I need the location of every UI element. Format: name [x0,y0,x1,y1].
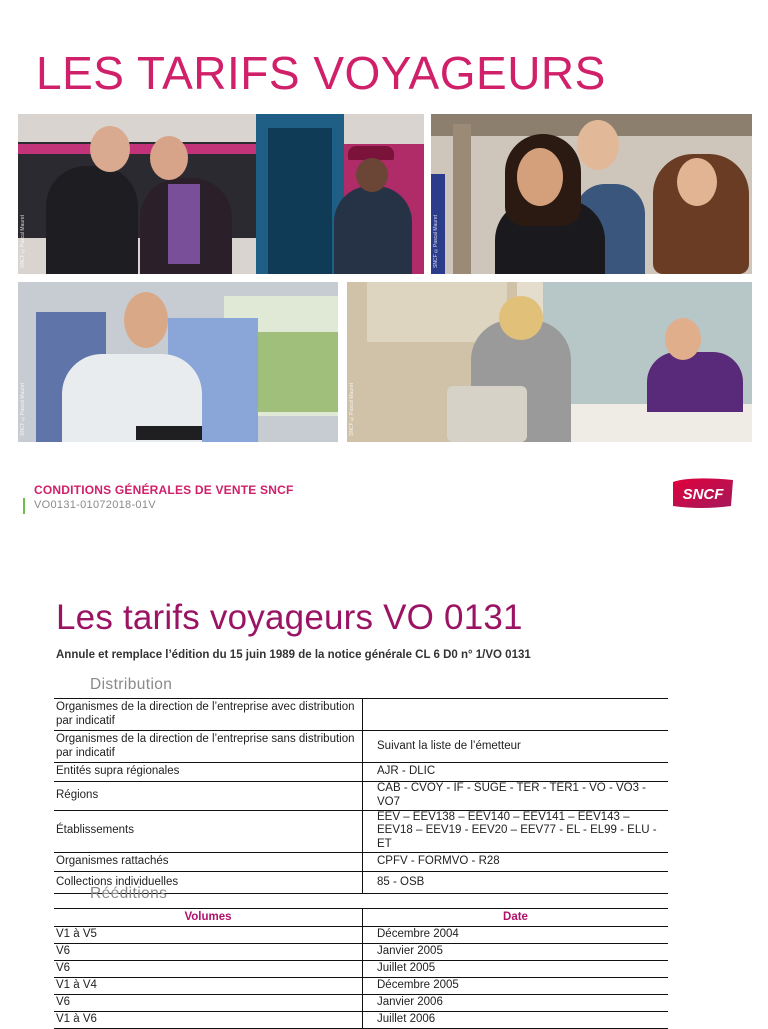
reedition-date-cell: Décembre 2005 [363,978,669,995]
distribution-label-cell: Organismes de la direction de l’entreprise avec distribution par indicatif [54,699,363,731]
reedition-date-cell: Juillet 2005 [363,961,669,978]
station-pillar-shape [453,124,471,274]
sncf-logo [671,476,735,510]
photo-businessman-train [18,282,338,442]
woman-scarf-shape [168,184,200,264]
photo-couple [18,114,424,274]
handbag-shape [447,386,527,442]
distribution-value-cell: CAB - CVOY - IF - SUGE - TER - TER1 - VO - VO3 - VO7 [363,782,669,811]
agent-seller-head-shape [665,318,701,360]
reedition-volumes-cell: V6 [54,961,363,978]
column-header-volumes: Volumes [54,909,363,927]
table-row [54,944,668,961]
window-trees-shape [254,332,338,412]
page-title: LES TARIFS VOYAGEURS [36,47,606,99]
table-row [54,731,668,763]
man-head-shape [90,126,130,172]
agent-figure-shape [334,186,412,274]
reedition-volumes-cell: V1 à V6 [54,1012,363,1029]
table-row [54,763,668,782]
table-row [54,1012,668,1029]
reedition-volumes-cell: V6 [54,995,363,1012]
distribution-label-cell: Organismes de la direction de l’entreprise sans distribution par indicatif [54,731,363,763]
agent-seller-shape [647,352,743,412]
table-row [54,810,668,852]
reedition-date-cell: Janvier 2006 [363,995,669,1012]
distribution-label-cell: Entités supra régionales [54,763,363,782]
conditions-heading: CONDITIONS GÉNÉRALES DE VENTE SNCF [34,483,294,497]
distribution-label-cell: Organismes rattachés [54,852,363,871]
reeditions-table [54,908,668,1029]
reeditions-heading: Rééditions [90,885,168,902]
table-row [54,995,668,1012]
distribution-label-cell: Établissements [54,810,363,852]
train-pink-stripe-shape [18,144,268,154]
reedition-date-cell: Janvier 2005 [363,944,669,961]
businessman-head-shape [124,292,168,348]
distribution-label-cell: Collections individuelles [54,871,363,893]
customer-head-shape [499,296,543,340]
distribution-label-cell: Régions [54,782,363,811]
reedition-date-cell: Juillet 2006 [363,1012,669,1029]
man-figure-shape [46,166,138,274]
distribution-value-cell: CPFV - FORMVO - R28 [363,852,669,871]
young-man-head-shape [577,120,619,170]
table-row [54,978,668,995]
reedition-volumes-cell: V1 à V4 [54,978,363,995]
photo-young-travellers [431,114,752,274]
woman-head-shape [150,136,188,180]
sncf-logo-text: SNCF [682,486,724,503]
accent-bar [23,498,25,514]
table-row [54,961,668,978]
distribution-value-cell [363,699,669,731]
photo-credit: SNCF ©Pascal Mauret [20,215,26,268]
photo-credit: SNCF ©Pascal Mauret [20,383,26,436]
photo-credit: SNCF ©Pascal Mauret [433,215,439,268]
distribution-table [54,698,668,894]
table-row [54,782,668,811]
distribution-value-cell: AJR - DLIC [363,763,669,782]
table-row [54,927,668,944]
reedition-volumes-cell: V6 [54,944,363,961]
distribution-value-cell: EEV – EEV138 – EEV140 – EEV141 – EEV143 – EEV18 – EEV19 - EEV20 – EEV77 - EL - EL99 - ELU - ET [363,810,669,852]
distribution-value-cell: Suivant la liste de l’émetteur [363,731,669,763]
train-door-inner-shape [268,128,332,274]
young-woman-face-shape [517,148,563,206]
curly-woman-face-shape [677,158,717,206]
table-row [54,699,668,731]
reedition-volumes-cell: V1 à V5 [54,927,363,944]
agent-head-shape [356,158,388,192]
distribution-value-cell: 85 - OSB [363,871,669,893]
table-row [54,852,668,871]
column-header-date: Date [363,909,669,927]
document-title: Les tarifs voyageurs VO 0131 [56,598,523,637]
distribution-heading: Distribution [90,676,173,693]
tablet-shape [136,426,202,440]
reedition-date-cell: Décembre 2004 [363,927,669,944]
photo-ticket-counter [347,282,752,442]
photo-credit: SNCF ©Pascal Mauret [349,383,355,436]
document-reference: VO0131-01072018-01V [34,499,156,511]
document-subtitle: Annule et remplace l’édition du 15 juin 1989 de la notice générale CL 6 D0 n° 1/VO 0131 [56,649,531,661]
